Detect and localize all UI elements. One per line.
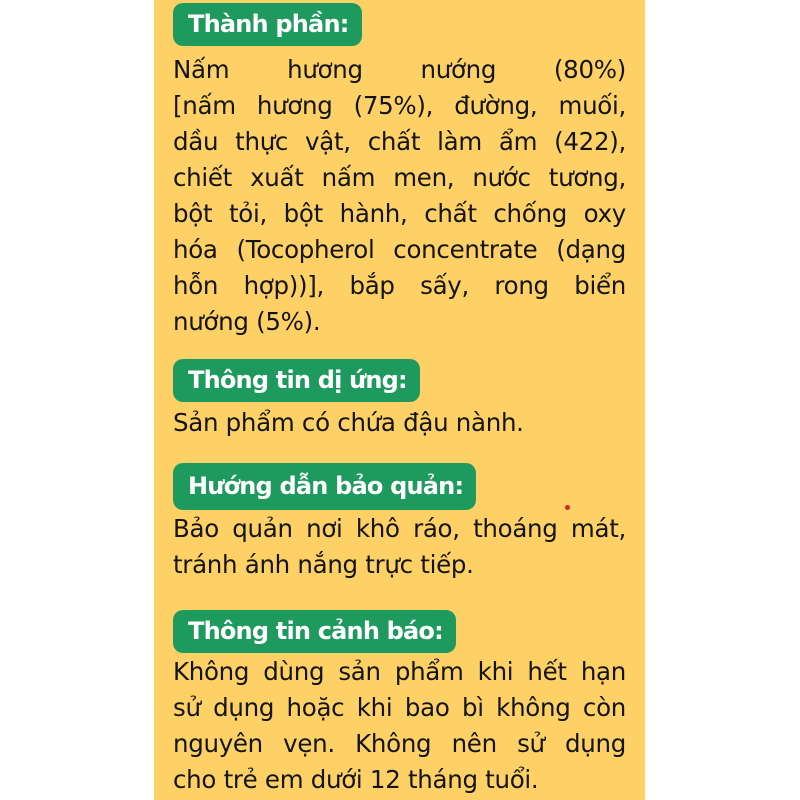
allergy-text [173, 405, 626, 441]
text-line: hóa (Tocopherol concentrate (dạng [173, 235, 626, 264]
allergy-heading: Thông tin dị ứng: [173, 359, 420, 402]
text-line: bột tỏi, bột hành, chất chống oxy [173, 199, 626, 228]
text-line: Không dùng sản phẩm khi hết hạn [173, 657, 626, 686]
label-panel [154, 0, 645, 800]
section-storage [173, 463, 626, 583]
storage-heading: Hướng dẫn bảo quản: [173, 463, 476, 510]
ingredients-heading: Thành phần: [173, 3, 362, 46]
text-line: Nấm hương nướng (80%) [173, 55, 626, 84]
text-line: Sản phẩm có chứa đậu nành. [173, 408, 524, 437]
storage-text [173, 511, 626, 583]
text-line: hỗn hợp))], bắp sấy, rong biển [173, 271, 626, 300]
ingredients-text [173, 52, 626, 340]
text-line: tránh ánh nắng trực tiếp. [173, 550, 474, 579]
text-line: chiết xuất nấm men, nước tương, [173, 163, 626, 192]
text-line: nguyên vẹn. Không nên sử dụng [173, 729, 626, 758]
text-line: nướng (5%). [173, 307, 321, 336]
section-allergy [173, 359, 626, 441]
warning-text [173, 654, 626, 798]
text-line: cho trẻ em dưới 12 tháng tuổi. [173, 765, 539, 794]
text-line: sử dụng hoặc khi bao bì không còn [173, 693, 626, 722]
text-line: Bảo quản nơi khô ráo, thoáng mát, [173, 514, 626, 543]
section-ingredients [173, 3, 626, 340]
marker-dot-icon [565, 505, 570, 510]
section-warning [173, 610, 626, 798]
text-line: dầu thực vật, chất làm ẩm (422), [173, 127, 626, 156]
text-line: [nấm hương (75%), đường, muối, [173, 91, 626, 120]
warning-heading: Thông tin cảnh báo: [173, 610, 456, 653]
